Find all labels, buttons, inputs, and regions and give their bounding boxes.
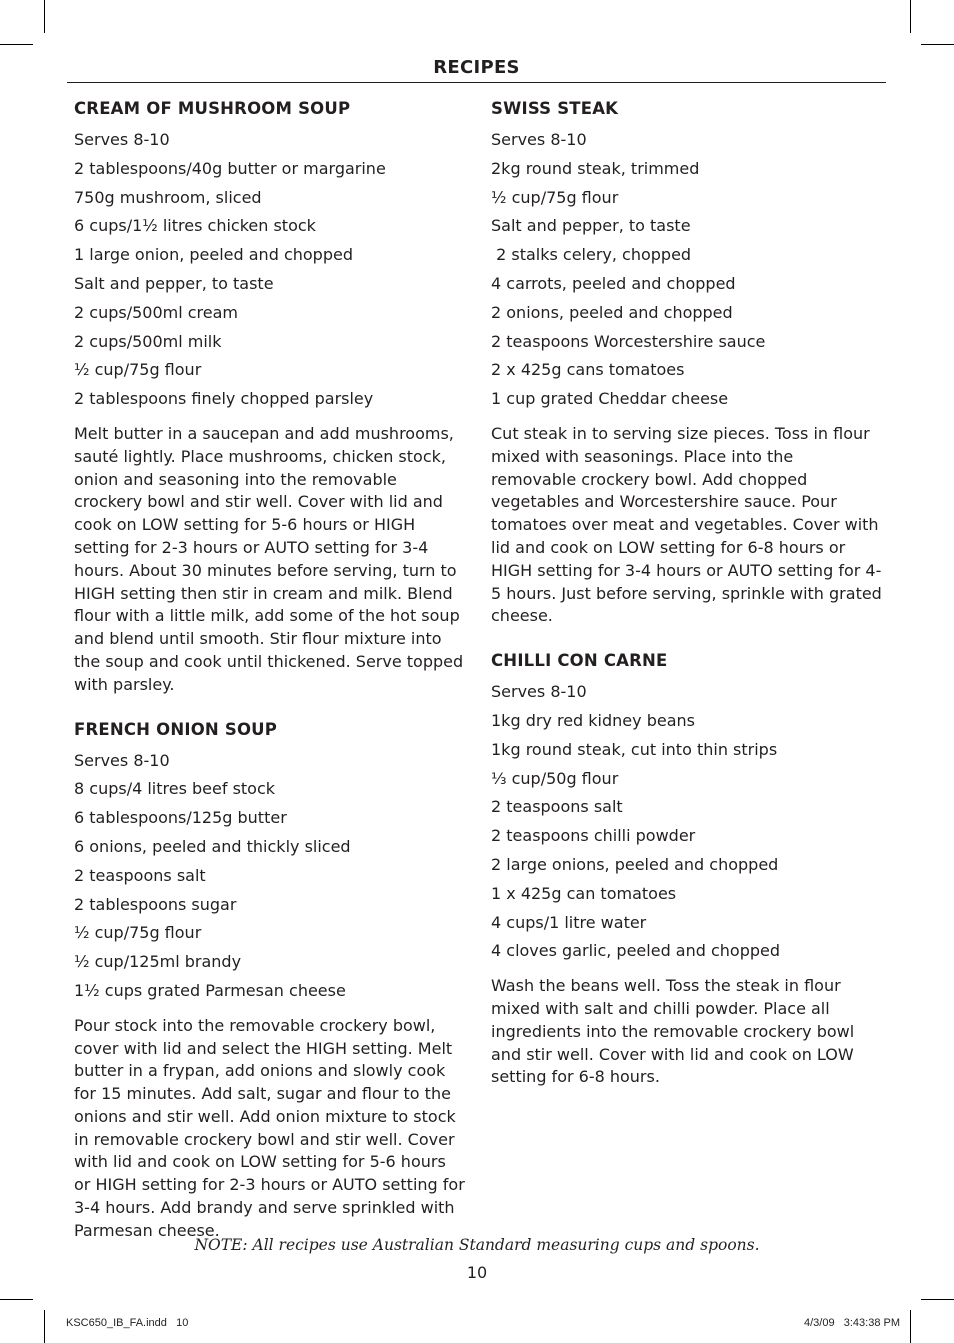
ingredient: ½ cup/75g flour [74,360,202,380]
ingredient: 4 carrots, peeled and chopped [491,273,736,293]
recipe-chilli-con-carne [491,650,883,1089]
recipe-title: CHILLI CON CARNE [491,651,668,671]
ingredient: 2 large onions, peeled and chopped [491,854,779,874]
recipe-title: FRENCH ONION SOUP [74,719,278,739]
ingredient: 2 x 425g cans tomatoes [491,360,685,380]
ingredient: 2 tablespoons finely chopped parsley [74,389,374,409]
ingredient: 6 onions, peeled and thickly sliced [74,836,351,856]
recipe-title: SWISS STEAK [491,99,619,118]
recipe-serves: Serves 8-10 [491,130,587,149]
ingredient: ½ cup/125ml brandy [74,952,242,972]
recipe-title: CREAM OF MUSHROOM SOUP [74,99,351,118]
ingredient: 4 cups/1 litre water [491,912,647,932]
crop-mark [921,1299,954,1300]
recipe-french-onion-soup [74,719,466,1243]
ingredient: 1 large onion, peeled and chopped [74,245,353,265]
print-slug-file: KSC650_IB_FA.indd 10 [66,1317,189,1329]
measuring-note: NOTE: All recipes use Australian Standard measuring cups and spoons. [194,1236,760,1254]
ingredient: 2 tablespoons sugar [74,894,237,914]
ingredient: ½ cup/75g flour [74,923,202,943]
ingredient: 2 teaspoons chilli powder [491,826,696,846]
page-header [67,56,886,83]
page-number: 10 [466,1263,488,1282]
ingredient: 2 tablespoons/40g butter or margarine [74,158,386,178]
crop-mark [0,1299,33,1300]
ingredient: 2 teaspoons Worcestershire sauce [491,331,766,351]
recipe-method: Pour stock into the removable crockery bowl, cover with lid and select the HIGH setting. Melt butter in a frypan, add onions and slowly cook for 15 minutes. Add salt, sugar and flour to the onions and stir well. Add onion mixture to stock in removable crockery bowl and stir well. Cover with lid and cook on LOW setting for 5-6 hours or HIGH setting for 2-3 hours or AUTO setting for 3-4 hours. Add brandy and serve sprinkled with Parmesan cheese. [74,1015,465,1240]
ingredient: 750g mushroom, sliced [74,187,262,207]
ingredient: ⅓ cup/50g flour [491,768,619,788]
crop-mark [910,0,911,33]
crop-mark [44,1310,45,1343]
left-column [74,98,466,1243]
ingredient: 1 x 425g can tomatoes [491,883,677,903]
ingredient: 2 onions, peeled and chopped [491,302,733,322]
ingredient: 2 stalks celery, chopped [491,245,692,265]
ingredient: 1½ cups grated Parmesan cheese [74,980,346,1000]
crop-mark [910,1310,911,1343]
ingredient: 4 cloves garlic, peeled and chopped [491,941,781,961]
recipe-serves: Serves 8-10 [74,750,170,770]
ingredient: 2 cups/500ml cream [74,302,238,322]
ingredient: 1kg round steak, cut into thin strips [491,739,778,759]
right-column [491,98,883,1089]
ingredient: 2 teaspoons salt [74,865,206,885]
ingredient: Salt and pepper, to taste [491,216,691,236]
recipe-serves: Serves 8-10 [491,682,587,702]
recipe-serves: Serves 8-10 [74,130,170,149]
page-title: RECIPES [433,57,520,78]
recipe-method: Melt butter in a saucepan and add mushrooms, sauté lightly. Place mushrooms, chicken stock, onion and seasoning into the removable crockery bowl and stir well. Cover with lid and cook on LOW setting for 5-6 hours or HIGH setting for 2-3 hours or AUTO setting for 3-4 hours. About 30 minutes before serving, turn to HIGH setting then stir in cream and milk. Blend flour with a little milk, add some of the hot soup and blend until smooth. Stir flour mixture into the soup and cook until thickened. Serve topped with parsley. [74,423,464,694]
crop-mark [921,44,954,45]
ingredient: ½ cup/75g flour [491,187,619,207]
ingredient: 1 cup grated Cheddar cheese [491,389,729,409]
ingredient: 2 cups/500ml milk [74,331,222,351]
ingredient: Salt and pepper, to taste [74,273,274,293]
recipe-method: Cut steak in to serving size pieces. Toss in flour mixed with seasonings. Place into the removable crockery bowl. Add chopped vegetables and Worcestershire sauce. Pour tomatoes over meat and vegetables. Cover with lid and cook on LOW setting for 6-8 hours or HIGH setting for 3-4 hours or AUTO setting for 4-5 hours. Just before serving, sprinkle with grated cheese. [491,423,882,626]
ingredient: 8 cups/4 litres beef stock [74,779,276,799]
crop-mark [0,44,33,45]
ingredient: 2 teaspoons salt [491,797,623,817]
ingredient: 1kg dry red kidney beans [491,710,695,730]
ingredient: 2kg round steak, trimmed [491,158,700,178]
crop-mark [44,0,45,33]
recipe-method: Wash the beans well. Toss the steak in flour mixed with salt and chilli powder. Place all ingredients into the removable crockery bowl and stir well. Cover with lid and cook on LOW setting for 6-8 hours. [491,976,855,1087]
recipe-swiss-steak [491,98,883,628]
ingredient: 6 cups/1½ litres chicken stock [74,216,316,236]
print-slug-date: 4/3/09 3:43:38 PM [803,1317,900,1329]
recipe-cream-of-mushroom-soup [74,98,466,697]
ingredient: 6 tablespoons/125g butter [74,808,287,828]
